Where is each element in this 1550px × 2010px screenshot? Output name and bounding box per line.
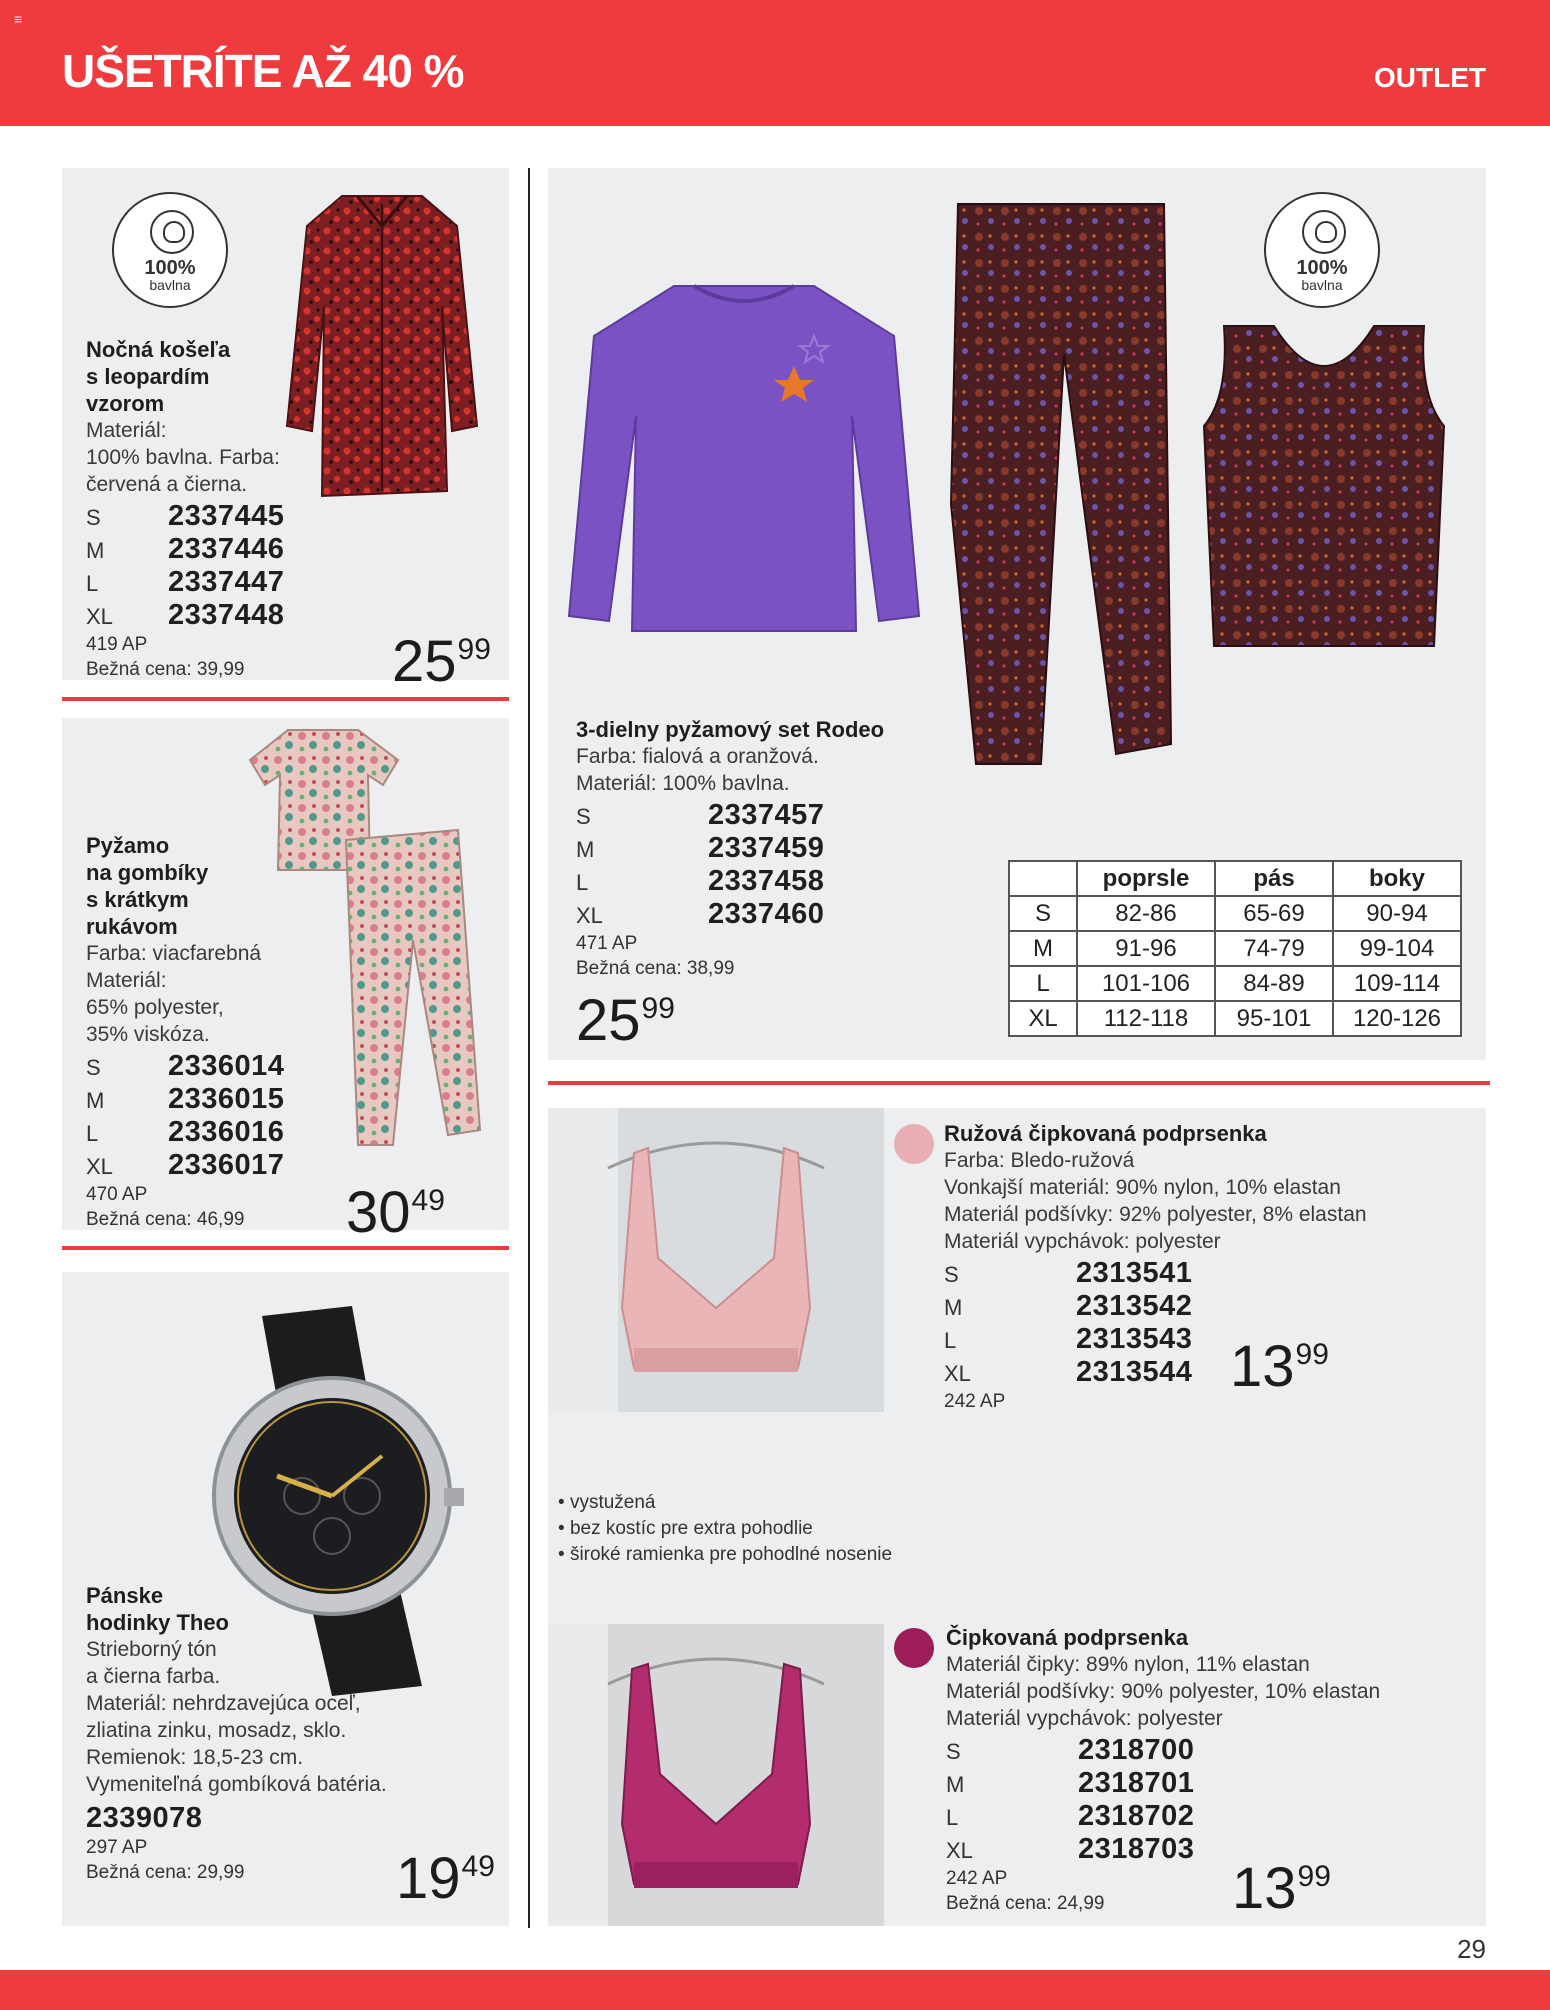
product-code: 2313542 [1076,1290,1193,1322]
separator [62,1246,509,1250]
feature-item: • bez kostíc pre extra pohodlie [558,1516,892,1542]
size-row: XL 2336017 [86,1149,285,1181]
sale-price: $13^{99}$ [1232,1856,1331,1921]
product-title: Pyžamo na gombíky s krátkym rukávom [86,833,209,939]
product-code: 2313543 [1076,1323,1193,1355]
size-list [946,1734,1486,1866]
menu-icon[interactable]: ≡ [14,11,23,27]
product-title: 3-dielny pyžamový set Rodeo [576,717,885,742]
points-value: 297 AP [86,1837,148,1858]
product-code: 2337457 [708,799,825,831]
points-value: 470 AP [86,1184,148,1205]
size-list [576,799,936,931]
product-card-nightshirt[interactable] [62,168,509,694]
separator [548,1081,1490,1085]
nightshirt-info [86,336,386,682]
product-code: 2318700 [1078,1734,1195,1766]
product-code: 2313541 [1076,1257,1193,1289]
regular-price: Bežná cena: 29,99 [86,1862,245,1883]
product-code: 2336017 [168,1149,285,1181]
product-code: 2318702 [1078,1800,1195,1832]
sale-price: $30^{49}$ [346,1180,445,1245]
product-code: 2336016 [168,1116,285,1148]
page-number: 29 [1457,1934,1486,1964]
product-title: Nočná košeľa s leopardím vzorom [86,337,231,416]
size-row: L 2313543 [944,1323,1193,1355]
size-chart-row: XL 112-118 95-101 120-126 [1009,1001,1461,1036]
size-row: S 2337445 [86,500,285,532]
product-title: Ružová čipkovaná podprsenka [944,1121,1267,1146]
product-card-rodeo[interactable] [548,168,1486,1060]
size-row: S 2318700 [946,1734,1195,1766]
sale-price: $25^{99}$ [576,988,675,1053]
footer-bar [0,1970,1550,2010]
regular-price: Bežná cena: 46,99 [86,1209,245,1230]
size-row: XL 2337460 [576,898,825,930]
size-row: XL 2318703 [946,1833,1195,1865]
pajamas-info [86,832,386,1232]
size-list [86,500,386,632]
product-title: Pánske hodinky Theo [86,1583,229,1635]
pink-bra-info [944,1120,1484,1439]
color-swatch [894,1124,934,1164]
badge-percent: 100% [1296,257,1348,279]
points-value: 419 AP [86,634,148,655]
product-card-pajamas[interactable] [62,718,509,1245]
product-code: 2337447 [168,566,285,598]
sale-price: $19^{49}$ [396,1846,495,1911]
size-chart-header: poprsle pás boky [1009,861,1461,896]
cotton-badge [112,192,228,308]
product-description: Materiál: 100% bavlna. Farba: červená a čierna. [86,419,280,496]
lace-bra-info [946,1624,1486,1921]
size-row: M 2336015 [86,1083,285,1115]
product-code: 2337459 [708,832,825,864]
pajama-pants-image [946,204,1176,774]
product-code: 2337446 [168,533,285,565]
product-card-pink-bra[interactable] [884,1108,1486,1412]
purple-top-image [564,276,924,636]
badge-percent: 100% [144,257,196,279]
points-value: 242 AP [946,1868,1008,1889]
feature-item: • vystužená [558,1490,892,1516]
size-row: S 2313541 [944,1257,1193,1289]
size-row: S 2337457 [576,799,825,831]
product-description: Materiál čipky: 89% nylon, 11% elastan Materiál podšívky: 90% polyester, 10% elastan Materiál vypchávok: polyester [946,1653,1381,1730]
features-panel [548,1412,1486,1624]
rodeo-info [576,716,936,981]
points-value: 471 AP [576,933,638,954]
cotton-icon [150,210,194,254]
regular-price: Bežná cena: 38,99 [576,958,735,979]
product-title: Čipkovaná podprsenka [946,1625,1189,1650]
size-row: M 2337459 [576,832,825,864]
size-chart-row: M 91-96 74-79 99-104 [1009,931,1461,966]
badge-label: bavlna [1301,277,1343,293]
sale-price: $13^{99}$ [1230,1334,1329,1399]
size-row: S 2336014 [86,1050,285,1082]
product-description: Strieborný tón a čierna farba. Materiál: nehrdzavejúca oceľ, zliatina zinku, mosadz, sklo. Remienok: 18,5-23 cm. Vymeniteľná gombíková batéria. [86,1638,387,1796]
product-code: 2336015 [168,1083,285,1115]
size-row: XL 2313544 [944,1356,1193,1388]
page-headline: UŠETRÍTE AŽ 40 % [62,45,464,97]
header-bar [0,0,1550,126]
product-card-watch[interactable] [62,1272,509,1926]
size-row: M 2313542 [944,1290,1193,1322]
size-row: L 2337447 [86,566,285,598]
product-code: 2336014 [168,1050,285,1082]
size-row: M 2337446 [86,533,285,565]
tank-top-image [1204,316,1444,656]
points-value: 242 AP [944,1391,1006,1412]
product-card-lace-bra[interactable] [884,1624,1486,1926]
size-chart [1008,860,1462,1037]
product-code: 2337460 [708,898,825,930]
color-swatch [894,1628,934,1668]
badge-label: bavlna [149,277,191,293]
regular-price: Bežná cena: 39,99 [86,659,245,680]
product-description: Farba: fialová a oranžová. Materiál: 100% bavlna. [576,745,819,795]
product-code: 2318703 [1078,1833,1195,1865]
feature-item: • široké ramienka pre pohodlné nosenie [558,1542,892,1568]
size-chart-row: L 101-106 84-89 109-114 [1009,966,1461,1001]
size-row: M 2318701 [946,1767,1195,1799]
product-description: Farba: Bledo-ružová Vonkajší materiál: 90% nylon, 10% elastan Materiál podšívky: 92% polyester, 8% elastan Materiál vypchávok: polyester [944,1149,1367,1253]
cotton-badge [1264,192,1380,308]
watch-info [86,1582,506,1885]
product-description: Farba: viacfarebná Materiál: 65% polyester, 35% viskóza. [86,942,262,1046]
section-label: OUTLET [1374,62,1486,93]
size-row: L 2337458 [576,865,825,897]
size-row: XL 2337448 [86,599,285,631]
lace-bra-image [548,1624,884,1926]
cotton-icon [1302,210,1346,254]
product-code: 2337458 [708,865,825,897]
code-row [86,1802,506,1835]
size-list [86,1050,386,1182]
column-divider [528,168,530,1928]
size-chart-row: S 82-86 65-69 90-94 [1009,896,1461,931]
product-code: 2337445 [168,500,285,532]
separator [62,697,509,701]
feature-list [558,1490,892,1568]
size-row: L 2318702 [946,1800,1195,1832]
sale-price: $25^{99}$ [392,629,491,694]
product-code: 2318701 [1078,1767,1195,1799]
pink-bra-image [548,1108,884,1412]
size-row: L 2336016 [86,1116,285,1148]
product-code: 2313544 [1076,1356,1193,1388]
regular-price: Bežná cena: 24,99 [946,1893,1105,1914]
product-code: 2337448 [168,599,285,631]
product-code: 2339078 [86,1802,203,1834]
size-list [944,1257,1484,1389]
